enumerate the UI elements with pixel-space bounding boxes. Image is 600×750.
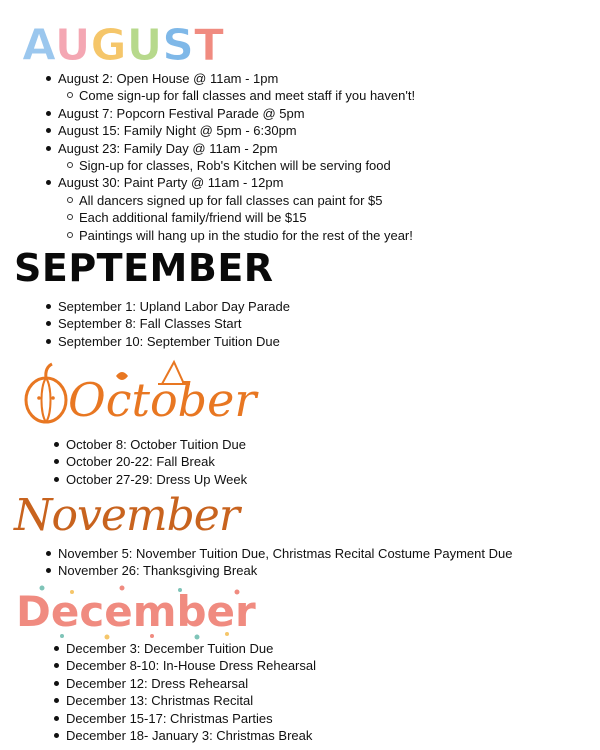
december-event-text: December 18- January 3: Christmas Break	[66, 728, 313, 744]
october-heading	[12, 356, 257, 436]
august-heading	[20, 14, 260, 70]
august-heading-letters	[22, 20, 224, 71]
august-event-details	[58, 157, 415, 174]
august-event-detail: Paintings will hang up in the studio for the rest of the year!	[79, 227, 415, 244]
september-event-item	[58, 298, 290, 315]
september-event-text: September 8: Fall Classes Start	[58, 316, 242, 332]
november-event-item	[58, 545, 512, 562]
december-event-text: December 13: Christmas Recital	[66, 693, 254, 709]
september-event-item	[58, 315, 290, 332]
august-heading-text: AUGUST	[22, 20, 225, 71]
august-event-list	[58, 70, 415, 244]
october-event-text: October 27-29: Dress Up Week	[66, 471, 248, 487]
august-event-text: August 30: Paint Party @ 11am - 12pm	[58, 175, 284, 191]
november-event-text: November 26: Thanksgiving Break	[58, 563, 258, 579]
october-event-list	[66, 436, 247, 488]
december-event-text: December 8-10: In-House Dress Rehearsal	[66, 658, 316, 674]
october-event-text: October 8: October Tuition Due	[66, 437, 246, 452]
august-event-detail: Sign-up for classes, Rob's Kitchen will be serving food	[79, 157, 415, 174]
december-heading-text: December	[16, 587, 256, 636]
september-event-text: September 1: Upland Labor Day Parade	[58, 299, 290, 314]
december-event-item	[66, 710, 316, 727]
august-event-text: August 15: Family Night @ 5pm - 6:30pm	[58, 123, 297, 139]
december-event-item	[66, 640, 316, 657]
november-event-item	[58, 562, 512, 579]
december-event-item	[66, 692, 316, 709]
august-event-item	[58, 140, 415, 175]
august-event-detail: Each additional family/friend will be $15	[79, 209, 415, 226]
november-event-list	[58, 545, 512, 580]
december-event-item	[66, 675, 316, 692]
october-event-item	[66, 453, 247, 470]
august-event-text: August 23: Family Day @ 11am - 2pm	[58, 140, 278, 156]
december-heading	[12, 582, 256, 642]
october-event-item	[66, 471, 247, 488]
august-event-item	[58, 122, 415, 139]
september-heading: SEPTEMBER	[14, 246, 274, 290]
august-event-detail: All dancers signed up for fall classes can paint for $5	[79, 192, 415, 209]
august-event-text: August 2: Open House @ 11am - 1pm	[58, 71, 279, 86]
august-event-item	[58, 70, 415, 105]
december-event-item	[66, 727, 316, 744]
september-event-text: September 10: September Tuition Due	[58, 333, 280, 349]
november-heading: November	[14, 490, 239, 541]
october-event-text: October 20-22: Fall Break	[66, 454, 215, 470]
december-event-item	[66, 657, 316, 674]
december-event-text: December 3: December Tuition Due	[66, 641, 274, 656]
august-event-text: August 7: Popcorn Festival Parade @ 5pm	[58, 105, 305, 121]
december-event-text: December 12: Dress Rehearsal	[66, 675, 249, 691]
august-event-details	[58, 192, 415, 244]
august-event-item	[58, 174, 415, 244]
november-event-text: November 5: November Tuition Due, Christmas Recital Costume Payment Due	[58, 546, 513, 561]
august-event-detail: Come sign-up for fall classes and meet staff if you haven't!	[79, 88, 416, 104]
october-event-item	[66, 436, 247, 453]
september-event-item	[58, 333, 290, 350]
december-event-list	[66, 640, 316, 744]
august-event-item	[58, 105, 415, 122]
august-event-details	[58, 87, 415, 104]
october-heading-text: October	[68, 373, 257, 427]
september-event-list	[58, 298, 290, 350]
december-event-text: December 15-17: Christmas Parties	[66, 710, 273, 726]
pumpkin-icon	[26, 364, 66, 422]
